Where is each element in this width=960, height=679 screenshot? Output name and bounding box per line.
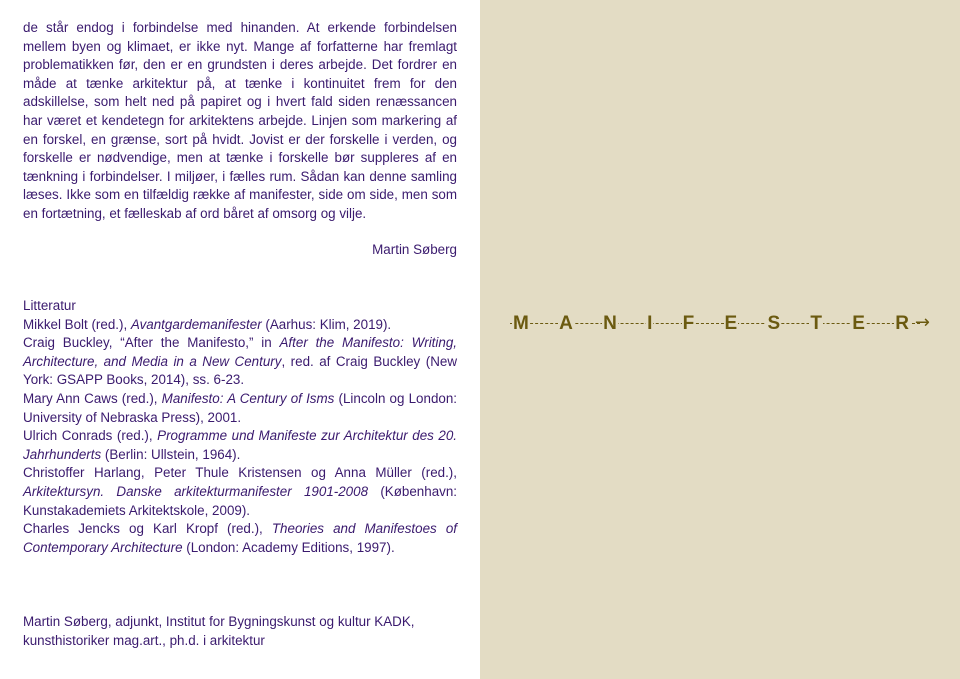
title-letter: M [513,313,529,334]
reference-authors: Craig Buckley, “After the Manifesto,” in [23,335,280,351]
title-letters [512,313,910,335]
reference-publication: (Lincoln og London: University of Nebraska Press), 2001. [23,390,458,425]
reference-publication: , red. af Craig Buckley (New York: GSAPP Books, 2014), ss. 6-23. [23,353,457,388]
reference-publication: (Berlin: Ullstein, 1964). [101,446,241,462]
reference-authors: Ulrich Conrads (red.), [23,428,158,444]
title-letter: S [767,313,781,334]
manifester-title [510,311,930,337]
reference-title: Manifesto: A Century of Isms [161,390,335,406]
reference-item [23,427,457,464]
title-letter: A [559,313,573,334]
reference-authors: Christoffer Harlang, Peter Thule Kristensen og Anna Müller (red.), [23,465,457,481]
bio-line: Martin Søberg, adjunkt, Institut for Bygningskunst og kultur KADK, [23,614,415,629]
author-signature: Martin Søberg [372,242,457,257]
reference-item [23,316,457,335]
reference-publication: (London: Academy Editions, 1997). [182,539,395,555]
title-letter: N [603,313,617,334]
essay-paragraph: de står endog i forbindelse med hinanden. At erkende forbindelsen mellem byen og klimaet, er ikke nyt. Mange af forfatterne har fremlagt problematikken før, den er en grundsten i deres arbejde. Det fordrer en måde at tænke arkitektur på, at tænke i kontinuitet frem for den adskillelse, som helt ned på papiret og i hvert fald siden renæssancen har været et kendetegn for arkitektens arbejde. Linjen som markering af en forskel, en grænse, sort på hvidt. Jovist er der forskelle i verden, og forskelle er nødvendige, men at tænke i forskelle bør suppleres af en tænkning i forbindelser. I miljøer, i fælles rum. Sådan kan denne samling læses. Ikke som en tilfældig række af manifester, side om side, men som en fortætning, et fælleskab af ord båret af omsorg og vilje. [23,20,457,221]
title-letter: F [682,313,695,334]
reference-publication: (København: Kunstakademiets Arkitektskole, 2009). [23,483,457,518]
author-bio [23,613,457,650]
reference-publication: (Aarhus: Klim, 2019). [261,316,392,332]
reference-authors: Charles Jencks og Karl Kropf (red.), [23,521,272,537]
title-letter: I [647,313,653,334]
literature-section [23,297,457,557]
reference-title: Arkitektursyn. Danske arkitekturmanifester 1901-2008 [23,483,369,499]
reference-item [23,520,457,557]
reference-list [23,316,457,558]
title-letter: T [810,313,823,334]
bio-line: kunsthistoriker mag.art., ph.d. i arkitektur [23,632,265,648]
reference-authors: Mikkel Bolt (red.), [23,316,131,332]
reference-item [23,464,457,520]
reference-title: Avantgardemanifester [130,316,262,332]
right-page [480,0,960,679]
reference-authors: Mary Ann Caws (red.), [23,390,162,406]
reference-title: Theories and Manifestoes of Contemporary Architecture [23,521,457,555]
title-letter: E [852,313,865,334]
title-letter: E [724,313,738,334]
title-letter: R [895,313,909,334]
reference-title: Programme und Manifeste zur Architektur des 20. Jahrhunderts [23,428,457,462]
reference-title: After the Manifesto: Writing, Architecture, and Media in a New Century [23,335,457,369]
literature-heading: Litteratur [23,298,76,313]
arrow-right-icon: → [914,312,930,333]
reference-item [23,390,457,427]
reference-item [23,334,457,390]
